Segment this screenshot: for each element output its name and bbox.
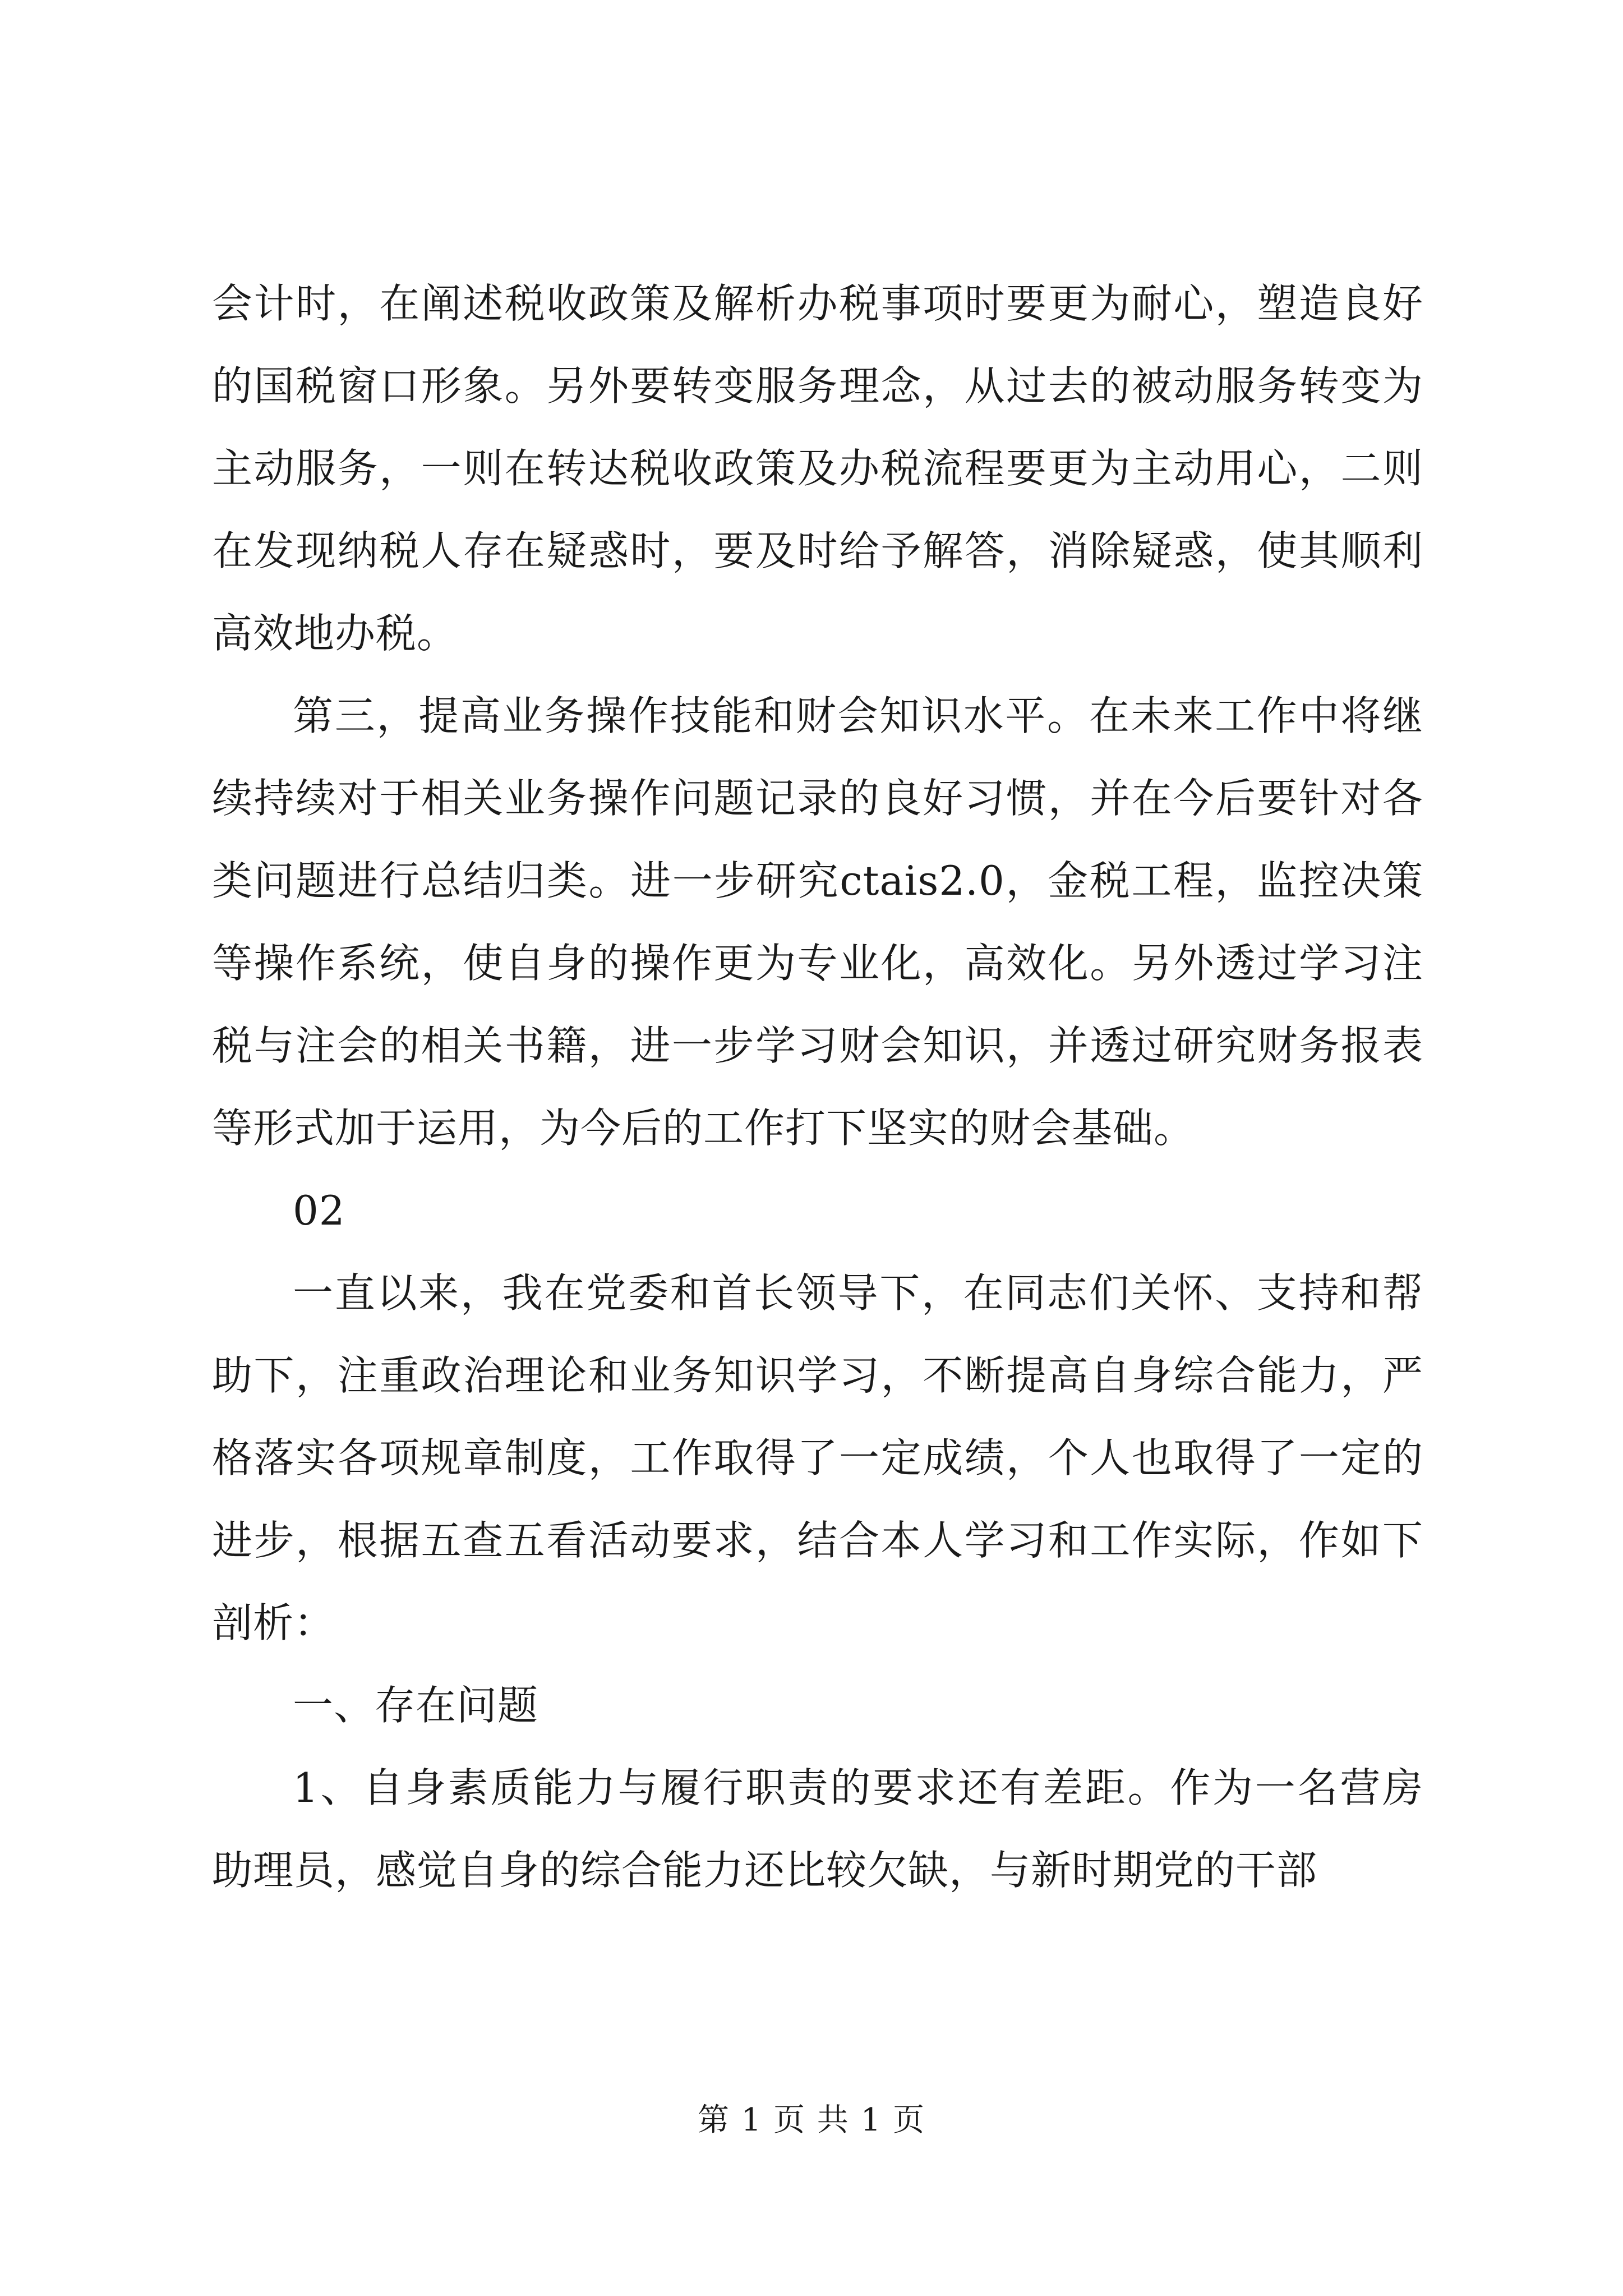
paragraph-3: 一直以来，我在党委和首长领导下，在同志们关怀、支持和帮助下，注重政治理论和业务知识学习，不断提高自身综合能力，严格落实各项规章制度，工作取得了一定成绩，个人也取得了一定的进步，根据五查五看活动要求，结合本人学习和工作实际，作如下剖析： [212, 1269, 1423, 1646]
section-number: 02 [293, 1187, 345, 1234]
section-heading: 一、存在问题 [293, 1682, 539, 1729]
paragraph-1: 会计时，在阐述税收政策及解析办税事项时要更为耐心，塑造良好的国税窗口形象。另外要转变服务理念，从过去的被动服务转变为主动服务，一则在转达税收政策及办税流程要更为主动用心，二则在发现纳税人存在疑惑时，要及时给予解答，消除疑惑，使其顺利高效地办税。 [212, 280, 1423, 657]
page-footer: 第 1 页 共 1 页 [697, 2102, 926, 2138]
document-body [212, 263, 1423, 1912]
paragraph-2: 第三，提高业务操作技能和财会知识水平。在未来工作中将继续持续对于相关业务操作问题记录的良好习惯，并在今后要针对各类问题进行总结归类。进一步研究ctais2.0，金税工程，监控决策等操作系统，使自身的操作更为专业化，高效化。另外透过学习注税与注会的相关书籍，进一步学习财会知识，并透过研究财务报表等形式加于运用，为今后的工作打下坚实的财会基础。 [212, 692, 1423, 1152]
paragraph-4: 1、自身素质能力与履行职责的要求还有差距。作为一名营房助理员，感觉自身的综合能力还比较欠缺，与新时期党的干部 [212, 1764, 1423, 1894]
